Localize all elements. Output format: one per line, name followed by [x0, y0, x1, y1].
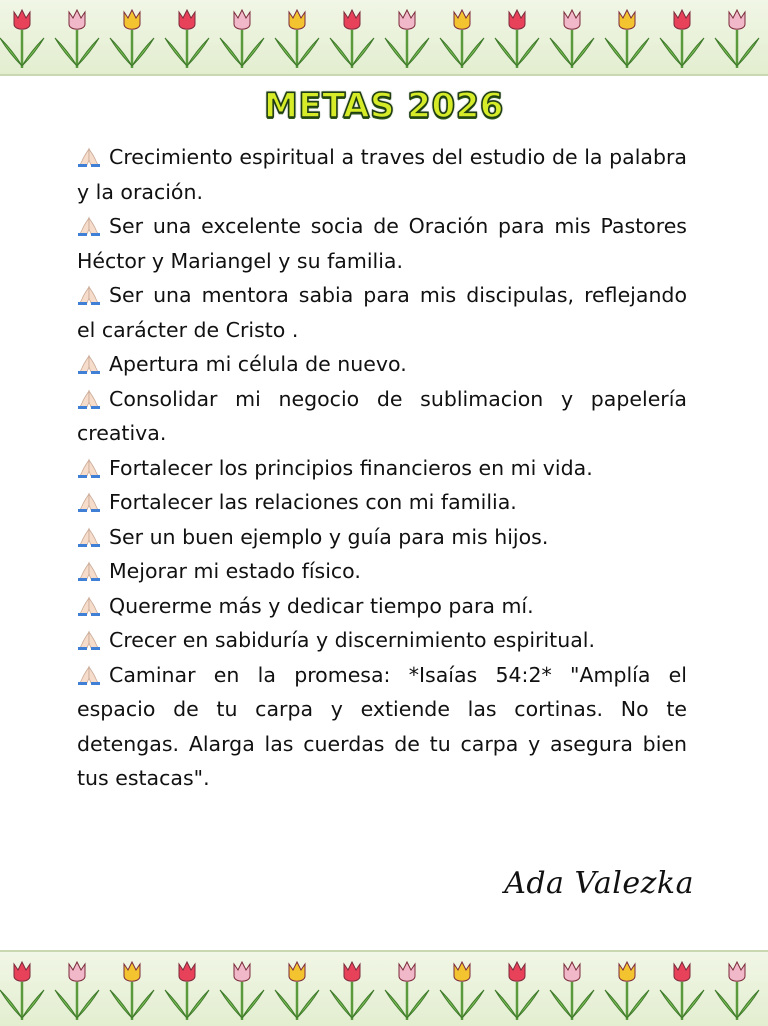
- tulip-icon: [440, 10, 484, 68]
- tulip-icon: [55, 962, 99, 1020]
- praying-hands-icon: [77, 389, 101, 409]
- goal-item: Quererme más y dedicar tiempo para mí.: [77, 589, 687, 624]
- goal-item: Ser una mentora sabia para mis discipulas, reflejando el carácter de Cristo .: [77, 283, 687, 342]
- goal-item: Caminar en la promesa: *Isaías 54:2* "Amplía el espacio de tu carpa y extiende las cortinas. No te detengas. Alarga las cuerdas de tu carpa y asegura bien tus estacas".: [77, 662, 687, 790]
- tulip-icon: [605, 10, 649, 68]
- tulip-border-icons: [0, 952, 768, 1026]
- tulip-icon: [605, 962, 649, 1020]
- tulip-icon: [220, 10, 264, 68]
- tulip-icon: [495, 962, 539, 1020]
- goal-item: Mejorar mi estado físico.: [77, 554, 687, 589]
- tulip-icon: [660, 962, 704, 1020]
- tulip-icon: [550, 962, 594, 1020]
- praying-hands-icon: [77, 147, 101, 167]
- tulip-icon: [385, 962, 429, 1020]
- praying-hands-icon: [77, 216, 101, 236]
- praying-hands-icon: [77, 665, 101, 685]
- tulip-icon: [110, 962, 154, 1020]
- tulip-icon: [275, 10, 319, 68]
- tulip-icon: [550, 10, 594, 68]
- goal-item: Ser una excelente socia de Oración para mis Pastores Héctor y Mariangel y su familia.: [77, 214, 687, 273]
- tulip-icon: [385, 10, 429, 68]
- praying-hands-icon: [77, 527, 101, 547]
- tulip-icon: [330, 962, 374, 1020]
- praying-hands-icon: [77, 458, 101, 478]
- goal-item: Fortalecer las relaciones con mi familia.: [77, 485, 687, 520]
- tulip-icon: [715, 962, 759, 1020]
- praying-hands-icon: [77, 492, 101, 512]
- tulip-icon: [715, 10, 759, 68]
- tulip-icon: [0, 962, 44, 1020]
- signature: Ada Valezka: [504, 866, 694, 901]
- bottom-tulip-border: [0, 950, 768, 1026]
- goal-item: Crecer en sabiduría y discernimiento espiritual.: [77, 623, 687, 658]
- praying-hands-icon: [77, 561, 101, 581]
- goal-item: Fortalecer los principios financieros en mi vida.: [77, 451, 687, 486]
- praying-hands-icon: [77, 596, 101, 616]
- tulip-icon: [220, 962, 264, 1020]
- top-tulip-border: [0, 0, 768, 76]
- tulip-icon: [275, 962, 319, 1020]
- tulip-icon: [495, 10, 539, 68]
- tulip-icon: [165, 10, 209, 68]
- praying-hands-icon: [77, 354, 101, 374]
- tulip-icon: [55, 10, 99, 68]
- tulip-icon: [330, 10, 374, 68]
- goal-item: Apertura mi célula de nuevo.: [77, 347, 687, 382]
- tulip-border-icons: [0, 0, 768, 74]
- goals-list: [77, 140, 687, 796]
- tulip-icon: [110, 10, 154, 68]
- tulip-icon: [440, 962, 484, 1020]
- tulip-icon: [165, 962, 209, 1020]
- goal-item: Crecimiento espiritual a traves del estudio de la palabra y la oración.: [77, 145, 687, 204]
- goal-item: Consolidar mi negocio de sublimacion y papelería creativa.: [77, 386, 687, 445]
- tulip-icon: [0, 10, 44, 68]
- praying-hands-icon: [77, 285, 101, 305]
- page-title: METAS 2026: [264, 86, 504, 126]
- tulip-icon: [660, 10, 704, 68]
- praying-hands-icon: [77, 630, 101, 650]
- goal-item: Ser un buen ejemplo y guía para mis hijos.: [77, 520, 687, 555]
